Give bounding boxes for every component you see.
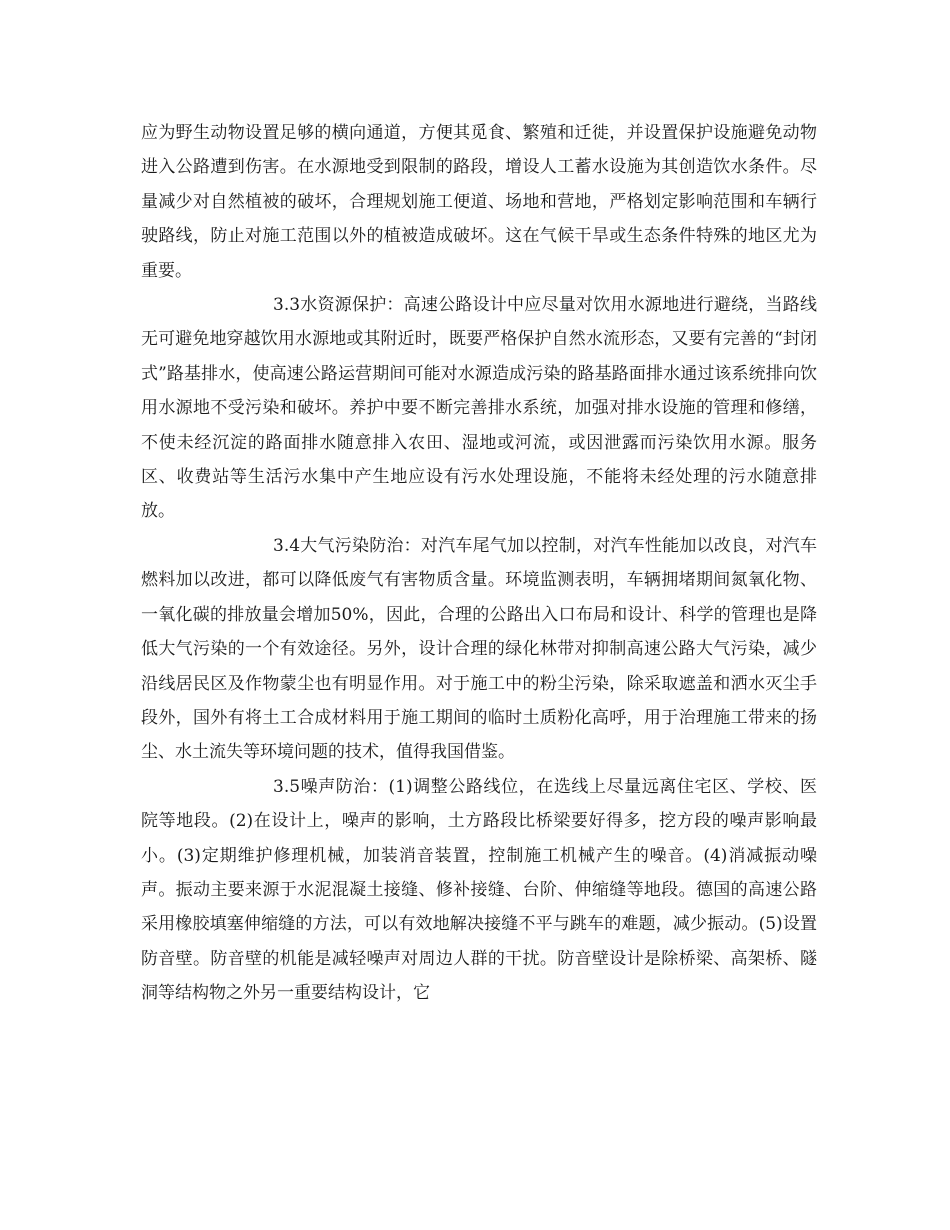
document-body: [141, 116, 817, 1011]
paragraph-air-pollution-control: 3.4大气污染防治：对汽车尾气加以控制，对汽车性能加以改良，对汽车燃料加以改进，都可以降低废气有害物质含量。环境监测表明，车辆拥堵期间氮氧化物、一氧化碳的排放量会增加50%，因此，合理的公路出入口布局和设计、科学的管理也是降低大气污染的一个有效途径。另外，设计合理的绿化林带对抑制高速公路大气污染，减少沿线居民区及作物蒙尘也有明显作用。对于施工中的粉尘污染，除采取遮盖和洒水灭尘手段外，国外有将土工合成材料用于施工期间的临时土质粉化高呼，用于治理施工带来的扬尘、水土流失等环境问题的技术，值得我国借鉴。: [141, 535, 817, 763]
paragraph-noise-control: 3.5噪声防治：(1)调整公路线位，在选线上尽量远离住宅区、学校、医院等地段。(2)在设计上，噪声的影响，土方路段比桥梁要好得多，挖方段的噪声影响最小。(3)定期维护修理机械，加装消音装置，控制施工机械产生的噪音。(4)消减振动噪声。振动主要来源于水泥混凝土接缝、修补接缝、台阶、伸缩缝等地段。德国的高速公路采用橡胶填塞伸缩缝的方法，可以有效地解决接缝不平与跳车的难题，减少振动。(5)设置防音壁。防音壁的机能是减轻噪声对周边人群的干扰。防音壁设计是除桥梁、高架桥、隧洞等结构物之外另一重要结构设计，它: [141, 776, 817, 1004]
paragraph-wildlife-protection: 应为野生动物设置足够的横向通道，方便其觅食、繁殖和迁徙，并设置保护设施避免动物进入公路遭到伤害。在水源地受到限制的路段，增设人工蓄水设施为其创造饮水条件。尽量减少对自然植被的破坏，合理规划施工便道、场地和营地，严格划定影响范围和车辆行驶路线，防止对施工范围以外的植被造成破坏。这在气候干旱或生态条件特殊的地区尤为重要。: [141, 123, 817, 281]
paragraph-water-resource-protection: 3.3水资源保护：高速公路设计中应尽量对饮用水源地进行避绕，当路线无可避免地穿越饮用水源地或其附近时，既要严格保护自然水流形态，又要有完善的“封闭式”路基排水，使高速公路运营期间可能对水源造成污染的路基路面排水通过该系统排向饮用水源地不受污染和破坏。养护中要不断完善排水系统，加强对排水设施的管理和修缮，不使未经沉淀的路面排水随意排入农田、湿地或河流，或因泄露而污染饮用水源。服务区、收费站等生活污水集中产生地应设有污水处理设施，不能将未经处理的污水随意排放。: [141, 295, 817, 522]
